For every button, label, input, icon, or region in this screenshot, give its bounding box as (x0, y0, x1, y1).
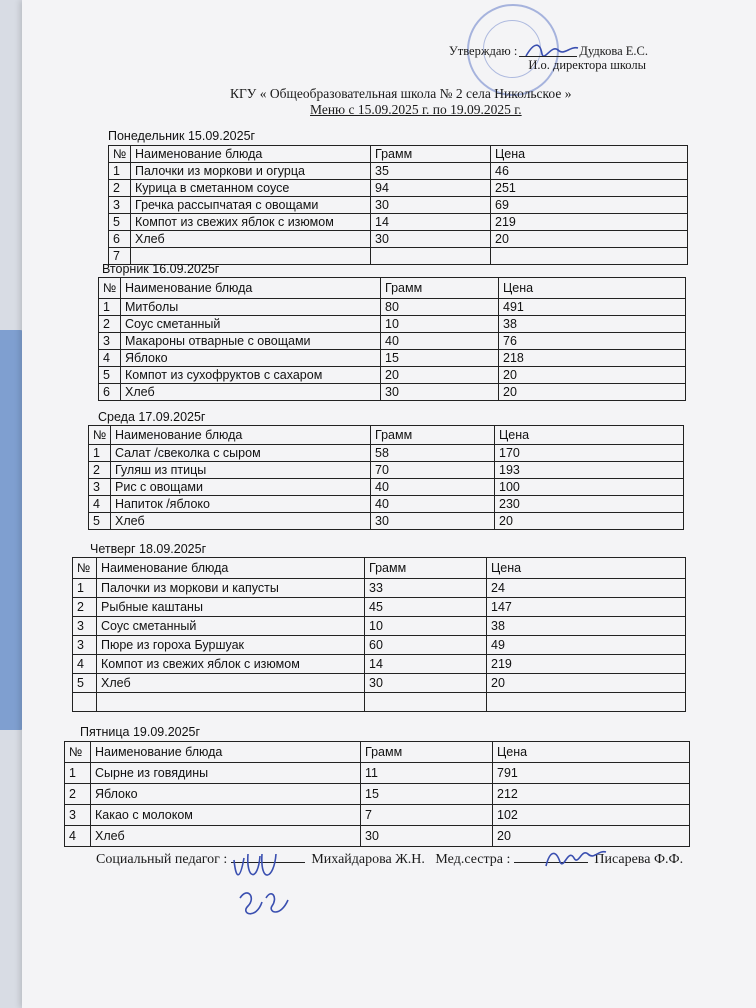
cell-num (73, 693, 97, 712)
cell-name: Гуляш из птицы (111, 462, 371, 479)
col-gram: Грамм (365, 558, 487, 579)
table-row (109, 231, 688, 248)
cell-name: Напиток /яблоко (111, 496, 371, 513)
cell-num: 5 (99, 367, 121, 384)
table-row (73, 693, 686, 712)
cell-price (491, 248, 688, 265)
cell-price: 38 (487, 617, 686, 636)
table-row (99, 384, 686, 401)
cell-price: 230 (495, 496, 684, 513)
cell-price: 46 (491, 163, 688, 180)
cell-gram: 40 (371, 496, 495, 513)
cell-gram: 30 (371, 513, 495, 530)
nurse-label: Мед.сестра : (435, 852, 511, 867)
cell-gram: 30 (371, 197, 491, 214)
nurse-name: Писарева Ф.Ф. (594, 852, 684, 867)
cell-price: 49 (487, 636, 686, 655)
menu-table-wednesday (88, 425, 684, 530)
cell-gram: 60 (365, 636, 487, 655)
pedagog-name: Михайдарова Ж.Н. (311, 852, 425, 867)
cell-name: Рыбные каштаны (97, 598, 365, 617)
cell-price (487, 693, 686, 712)
cell-gram: 80 (381, 299, 499, 316)
col-gram: Грамм (381, 278, 499, 299)
col-gram: Грамм (371, 426, 495, 445)
cell-price: 102 (493, 805, 690, 826)
cell-name: Митболы (121, 299, 381, 316)
cell-gram: 58 (371, 445, 495, 462)
cell-name: Палочки из моркови и огурца (131, 163, 371, 180)
cell-num: 5 (89, 513, 111, 530)
cell-price: 219 (491, 214, 688, 231)
cell-num: 3 (65, 805, 91, 826)
table-row (99, 350, 686, 367)
col-name: Наименование блюда (97, 558, 365, 579)
table-row (89, 496, 684, 513)
cell-num: 3 (109, 197, 131, 214)
cell-price: 100 (495, 479, 684, 496)
cell-gram: 15 (361, 784, 493, 805)
cell-num: 2 (89, 462, 111, 479)
cell-price: 219 (487, 655, 686, 674)
cell-gram: 15 (381, 350, 499, 367)
cell-price: 20 (499, 367, 686, 384)
table-row (73, 598, 686, 617)
cell-num: 4 (73, 655, 97, 674)
cell-num: 2 (109, 180, 131, 197)
cell-num: 1 (99, 299, 121, 316)
table-row (89, 462, 684, 479)
cell-price: 76 (499, 333, 686, 350)
table-row (99, 367, 686, 384)
cell-num: 4 (89, 496, 111, 513)
table-row (99, 333, 686, 350)
cell-gram: 7 (361, 805, 493, 826)
col-price: Цена (491, 146, 688, 163)
day-title-friday: Пятница 19.09.2025г (80, 725, 201, 739)
cell-gram: 40 (371, 479, 495, 496)
table-header-row (89, 426, 684, 445)
cell-name: Гречка рассыпчатая с овощами (131, 197, 371, 214)
col-gram: Грамм (371, 146, 491, 163)
table-row (109, 197, 688, 214)
cell-name: Курица в сметанном соусе (131, 180, 371, 197)
menu-sheet (22, 0, 756, 1008)
col-num: № (73, 558, 97, 579)
cell-num: 5 (73, 674, 97, 693)
cell-gram: 94 (371, 180, 491, 197)
col-num: № (109, 146, 131, 163)
col-name: Наименование блюда (121, 278, 381, 299)
cell-price: 20 (499, 384, 686, 401)
cell-name: Соус сметанный (121, 316, 381, 333)
cell-gram: 35 (371, 163, 491, 180)
menu-table-tuesday (98, 277, 686, 401)
cell-num: 6 (99, 384, 121, 401)
cell-num: 4 (65, 826, 91, 847)
cell-name: Палочки из моркови и капусты (97, 579, 365, 598)
table-row (73, 674, 686, 693)
cell-gram: 14 (365, 655, 487, 674)
cell-name (97, 693, 365, 712)
table-header-row (73, 558, 686, 579)
cell-num: 3 (99, 333, 121, 350)
cell-name: Хлеб (121, 384, 381, 401)
day-title-monday: Понедельник 15.09.2025г (108, 129, 256, 143)
cell-price: 218 (499, 350, 686, 367)
cell-gram: 14 (371, 214, 491, 231)
cell-name: Яблоко (121, 350, 381, 367)
col-num: № (89, 426, 111, 445)
cell-name: Компот из свежих яблок с изюмом (97, 655, 365, 674)
cell-gram: 30 (371, 231, 491, 248)
nurse-signature (542, 840, 612, 874)
col-num: № (65, 742, 91, 763)
col-name: Наименование блюда (131, 146, 371, 163)
cell-gram: 33 (365, 579, 487, 598)
cell-price: 193 (495, 462, 684, 479)
pedagog-label: Социальный педагог : (96, 852, 228, 867)
cell-gram: 11 (361, 763, 493, 784)
menu-date-range: Меню с 15.09.2025 г. по 19.09.2025 г. (310, 102, 522, 117)
cell-name: Хлеб (97, 674, 365, 693)
cell-name: Сырне из говядины (91, 763, 361, 784)
cell-gram (371, 248, 491, 265)
cell-num: 3 (73, 636, 97, 655)
cell-num: 3 (89, 479, 111, 496)
cell-gram: 30 (381, 384, 499, 401)
cell-num: 1 (109, 163, 131, 180)
cell-price: 491 (499, 299, 686, 316)
cell-price: 38 (499, 316, 686, 333)
table-row (65, 805, 690, 826)
cell-name: Компот из сухофруктов с сахаром (121, 367, 381, 384)
cell-num: 4 (99, 350, 121, 367)
table-row (73, 579, 686, 598)
menu-table-thursday (72, 557, 686, 712)
table-row (99, 299, 686, 316)
col-name: Наименование блюда (91, 742, 361, 763)
table-row (65, 763, 690, 784)
cell-gram: 30 (361, 826, 493, 847)
cell-gram (365, 693, 487, 712)
approver-title: И.о. директора школы (528, 58, 646, 72)
table-row (109, 214, 688, 231)
table-row (73, 655, 686, 674)
cell-name: Хлеб (111, 513, 371, 530)
cell-price: 24 (487, 579, 686, 598)
cell-gram: 10 (381, 316, 499, 333)
cell-name: Компот из свежих яблок с изюмом (131, 214, 371, 231)
day-title-tuesday: Вторник 16.09.2025г (102, 262, 220, 276)
cell-num: 5 (109, 214, 131, 231)
col-gram: Грамм (361, 742, 493, 763)
cell-gram: 20 (381, 367, 499, 384)
cell-gram: 30 (365, 674, 487, 693)
cell-num: 1 (65, 763, 91, 784)
table-header-row (109, 146, 688, 163)
table-row (89, 479, 684, 496)
menu-table-friday (64, 741, 690, 847)
cell-num: 1 (73, 579, 97, 598)
cell-price: 20 (487, 674, 686, 693)
table-row (65, 784, 690, 805)
table-row (89, 513, 684, 530)
table-row (73, 617, 686, 636)
table-row (73, 636, 686, 655)
table-header-row (65, 742, 690, 763)
day-title-thursday: Четверг 18.09.2025г (90, 542, 207, 556)
cell-num: 3 (73, 617, 97, 636)
cell-price: 791 (493, 763, 690, 784)
cell-name: Соус сметанный (97, 617, 365, 636)
cell-num: 1 (89, 445, 111, 462)
table-row (99, 316, 686, 333)
cell-num: 7 (109, 248, 131, 265)
table-row (109, 163, 688, 180)
cell-gram: 45 (365, 598, 487, 617)
col-price: Цена (493, 742, 690, 763)
cell-price: 251 (491, 180, 688, 197)
cell-name: Пюре из гороха Буршуак (97, 636, 365, 655)
cell-num: 2 (65, 784, 91, 805)
cell-name: Макароны отварные с овощами (121, 333, 381, 350)
col-name: Наименование блюда (111, 426, 371, 445)
cell-name: Хлеб (91, 826, 361, 847)
table-row (89, 445, 684, 462)
col-price: Цена (495, 426, 684, 445)
cell-num: 2 (99, 316, 121, 333)
cell-price: 20 (493, 826, 690, 847)
day-title-wednesday: Среда 17.09.2025г (98, 410, 206, 424)
cell-gram: 70 (371, 462, 495, 479)
cell-name: Рис с овощами (111, 479, 371, 496)
cell-name: Какао с молоком (91, 805, 361, 826)
school-name: КГУ « Общеобразовательная школа № 2 села Никольское » (230, 86, 572, 101)
menu-table-monday (108, 145, 688, 265)
cell-price: 20 (495, 513, 684, 530)
approval-line: Утверждаю : Дудкова Е.С. (448, 44, 648, 58)
table-row (109, 180, 688, 197)
cell-num: 6 (109, 231, 131, 248)
col-num: № (99, 278, 121, 299)
cell-price: 212 (493, 784, 690, 805)
cell-price: 20 (491, 231, 688, 248)
pedagog-signature (218, 840, 308, 930)
cell-gram: 40 (381, 333, 499, 350)
cell-name: Яблоко (91, 784, 361, 805)
col-price: Цена (499, 278, 686, 299)
cell-gram: 10 (365, 617, 487, 636)
cell-price: 170 (495, 445, 684, 462)
cell-price: 69 (491, 197, 688, 214)
cell-name: Хлеб (131, 231, 371, 248)
col-price: Цена (487, 558, 686, 579)
table-header-row (99, 278, 686, 299)
cell-name: Салат /свеколка с сыром (111, 445, 371, 462)
cell-num: 2 (73, 598, 97, 617)
cell-price: 147 (487, 598, 686, 617)
